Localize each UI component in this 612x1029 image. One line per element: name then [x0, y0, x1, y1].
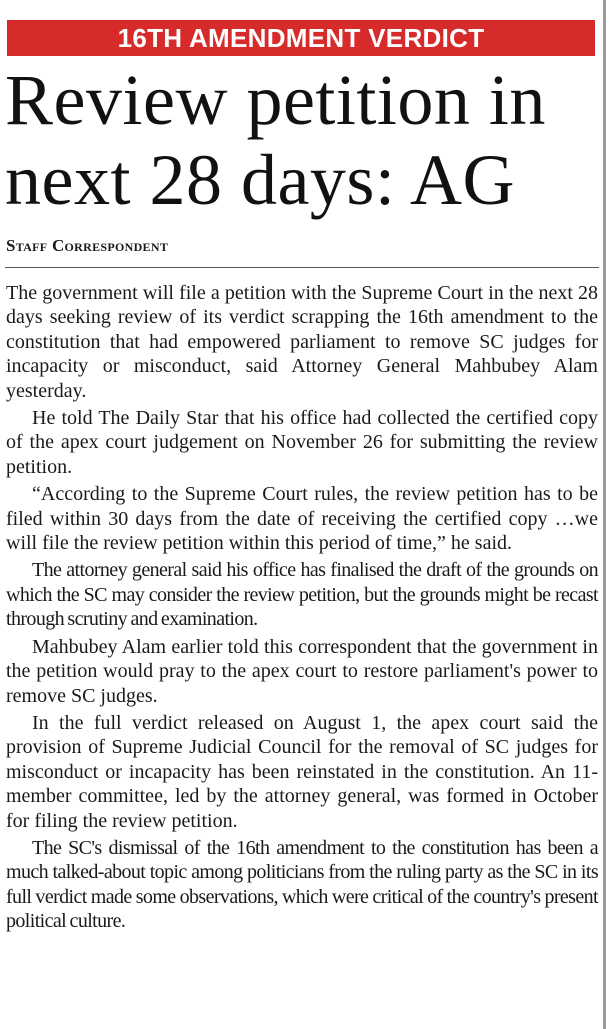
section-kicker: 16TH AMENDMENT VERDICT: [7, 20, 595, 56]
paragraph-4: The attorney general said his office has finalised the draft of the grounds on which the SC may consider the review petition, but the grounds might be recast through scrutiny and examination.: [6, 559, 598, 631]
article-body: [6, 281, 598, 937]
paragraph-5: Mahbubey Alam earlier told this correspondent that the government in the petition would pray to the apex court to restore parliament's power to remove SC judges.: [6, 635, 598, 707]
paragraph-3: “According to the Supreme Court rules, the review petition has to be filed within 30 days from the date of receiving the certified copy …we will file the review petition within this period of time,” he said.: [6, 483, 598, 555]
byline: Staff Correspondent: [6, 236, 169, 255]
paragraph-6: In the full verdict released on August 1, the apex court said the provision of Supreme Judicial Council for the removal of SC judges for misconduct or incapacity has been reinstated in the constitution. An 11-member committee, led by the attorney general, was formed in October for filing the review petition.: [6, 711, 598, 832]
column-rule: [603, 0, 606, 1029]
headline: Review petition in next 28 days: AG: [5, 60, 546, 220]
paragraph-2: He told The Daily Star that his office had collected the certified copy of the apex court judgement on November 26 for submitting the review petition.: [6, 407, 598, 478]
byline-divider: [5, 267, 599, 268]
paragraph-1: The government will file a petition with the Supreme Court in the next 28 days seeking review of its verdict scrapping the 16th amendment to the constitution that had empowered parliament to remove SC judges for incapacity or misconduct, said Attorney General Mahbubey Alam yesterday.: [6, 282, 598, 402]
paragraph-7: The SC's dismissal of the 16th amendment to the constitution has been a much talked-about topic among politicians from the ruling party as the SC in its full verdict made some observations, which were critical of the country's present political culture.: [6, 836, 598, 933]
